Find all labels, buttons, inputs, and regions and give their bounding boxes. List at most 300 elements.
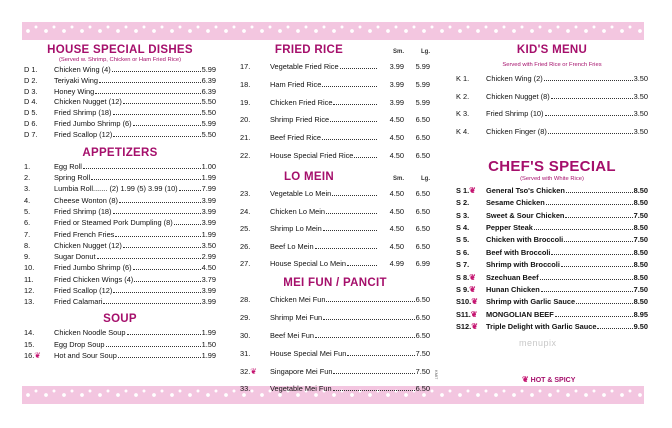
decorative-top-band <box>22 22 644 40</box>
price-small: 4.99 <box>389 259 404 269</box>
menu-item <box>24 162 216 171</box>
item-name: Shrimp Lo Mein <box>270 224 322 234</box>
menu-item <box>240 384 430 393</box>
item-name: General Tso's Chicken <box>486 185 565 195</box>
menu-item <box>456 297 648 306</box>
chefs-special-title: CHEF'S SPECIAL <box>488 157 616 175</box>
item-price: 8.50 <box>633 185 648 195</box>
item-number: 19. <box>240 97 251 107</box>
house-special-title: HOUSE SPECIAL DISHES <box>47 44 193 56</box>
item-number: 14. <box>24 328 35 338</box>
dot-leader <box>566 192 633 193</box>
middle-column <box>240 44 430 402</box>
item-number: 3. <box>24 184 31 194</box>
item-number: S 7. <box>456 260 470 270</box>
kids-menu-subtitle: Served with Fried Rice or French Fries <box>502 62 602 68</box>
menu-item <box>24 351 216 360</box>
item-number: 17. <box>240 62 251 71</box>
price-large: 6.50 <box>415 241 430 251</box>
item-name: Shrimp Fried Rice <box>270 115 330 125</box>
item-price: 3.50 <box>633 109 648 119</box>
dot-leader <box>347 265 377 266</box>
item-name: Honey Wing <box>54 86 95 96</box>
dot-leader <box>134 281 200 282</box>
item-name: House Special Fried Rice <box>270 150 354 160</box>
item-number: 11. <box>24 274 34 284</box>
item-number: 30. <box>240 330 251 340</box>
menu-item <box>456 223 648 232</box>
chili-pepper-icon: ❦ <box>469 185 476 195</box>
price-large: 5.99 <box>415 79 430 89</box>
menu-item <box>456 260 648 269</box>
menu-item <box>456 92 648 101</box>
menu-item <box>240 189 430 198</box>
item-price: 6.50 <box>415 330 430 340</box>
item-price: 5.99 <box>201 118 216 128</box>
menu-item <box>24 76 216 85</box>
mei-fun-title: MEI FUN / PANCIT <box>283 277 387 290</box>
item-price: 3.50 <box>633 74 648 83</box>
price-small: 4.50 <box>389 115 404 125</box>
dot-leader <box>174 224 201 225</box>
item-number: D 4. <box>24 97 38 107</box>
dot-leader <box>323 230 377 231</box>
hot-spicy-label: HOT & SPICY <box>530 377 576 384</box>
dot-leader <box>133 125 201 126</box>
item-name: Singapore Mei Fun <box>270 366 333 376</box>
dot-leader <box>576 303 632 304</box>
dot-leader <box>127 334 201 335</box>
item-price: 8.50 <box>633 247 648 257</box>
item-price: 7.50 <box>633 235 648 245</box>
menu-item <box>240 133 430 142</box>
item-number: S 8.❦ <box>456 272 476 282</box>
dot-leader <box>113 213 201 214</box>
dot-leader <box>118 357 201 358</box>
chefs-special-list <box>456 186 648 331</box>
dot-leader <box>95 93 200 94</box>
chili-pepper-icon: ❦ <box>250 366 257 376</box>
menu-item <box>24 275 216 284</box>
item-name: Hunan Chicken <box>486 284 540 294</box>
dot-leader <box>322 139 377 140</box>
dot-leader <box>551 98 633 99</box>
menu-item <box>240 367 430 376</box>
item-price: 3.99 <box>201 286 216 296</box>
item-price: 5.50 <box>201 129 216 139</box>
soup-title: SOUP <box>103 313 137 326</box>
menu-item <box>456 211 648 220</box>
menu-item <box>240 313 430 322</box>
lo-mein-title: LO MEIN <box>283 170 334 183</box>
item-name: House Special Mei Fun <box>270 348 347 358</box>
item-price: 8.50 <box>633 198 648 208</box>
dot-leader <box>119 202 201 203</box>
item-number: 29. <box>240 313 251 323</box>
dot-leader <box>123 247 201 248</box>
size-large-label: Lg. <box>421 175 430 182</box>
item-name: Beef Fried Rice <box>270 133 321 143</box>
item-name: Chicken Finger (8) <box>486 126 547 136</box>
dot-leader <box>330 121 377 122</box>
menu-item <box>24 297 216 306</box>
item-number: 33. <box>240 384 251 394</box>
item-number: 15. <box>24 339 35 349</box>
soup-list <box>24 328 216 360</box>
dot-leader <box>322 86 377 87</box>
dot-leader <box>333 104 377 105</box>
item-name: Spring Roll <box>54 173 91 183</box>
item-number: 10. <box>24 263 35 273</box>
price-small: 4.50 <box>389 206 404 216</box>
appetizers-title: APPETIZERS <box>82 146 158 159</box>
item-name: Fried French Fries <box>54 229 115 239</box>
item-name: Vegetable Lo Mein <box>270 188 332 198</box>
menu-item <box>240 349 430 358</box>
dot-leader <box>323 319 414 320</box>
item-name: Fried Scallop (12) <box>54 129 113 139</box>
item-name: House Special Lo Mein <box>270 259 347 269</box>
price-small: 4.50 <box>389 150 404 160</box>
dot-leader <box>113 114 201 115</box>
price-large: 5.99 <box>415 97 430 107</box>
item-number: 25. <box>240 224 251 234</box>
price-large: 6.50 <box>415 150 430 160</box>
item-price: 4.50 <box>201 263 216 273</box>
menu-item <box>456 74 648 83</box>
item-number: 23. <box>240 188 251 198</box>
item-number: S 1.❦ <box>456 185 476 195</box>
item-name: Triple Delight with Garlic Sauce <box>486 322 597 332</box>
menu-item <box>24 108 216 117</box>
hot-spicy-legend <box>522 375 575 384</box>
chili-pepper-icon: ❦ <box>471 297 478 307</box>
item-name: Sugar Donut <box>54 252 96 262</box>
item-name: Pepper Steak <box>486 222 533 232</box>
item-price: 9.50 <box>633 322 648 332</box>
menu-item <box>240 295 430 304</box>
dot-leader <box>91 179 200 180</box>
item-price: 1.99 <box>201 328 216 338</box>
dot-leader <box>113 292 200 293</box>
mei-fun-list <box>240 295 430 393</box>
item-price: 8.50 <box>633 222 648 232</box>
dot-leader <box>315 337 415 338</box>
dot-leader <box>106 346 201 347</box>
item-price: 5.99 <box>201 65 216 74</box>
menu-item <box>24 196 216 205</box>
item-number: K 1. <box>456 74 470 83</box>
item-price: 6.50 <box>415 313 430 323</box>
item-number: D 3. <box>24 86 38 96</box>
menu-item <box>240 224 430 233</box>
dot-leader <box>565 217 632 218</box>
price-small: 4.50 <box>389 224 404 234</box>
dot-leader <box>564 241 632 242</box>
dot-leader <box>115 236 200 237</box>
chefs-special-subtitle: (Served with White Rice) <box>520 175 584 182</box>
item-name: Chicken Fried Rice <box>270 97 333 107</box>
menu-item <box>456 127 648 136</box>
item-price: 5.50 <box>201 108 216 118</box>
item-number: S12.❦ <box>456 322 478 332</box>
item-number: D 2. <box>24 75 38 85</box>
price-large: 6.50 <box>415 188 430 198</box>
dot-leader <box>83 168 201 169</box>
dot-leader <box>548 133 633 134</box>
item-price: 3.99 <box>201 206 216 216</box>
dot-leader <box>103 303 200 304</box>
item-number: S 3. <box>456 210 470 220</box>
item-number: S10.❦ <box>456 297 478 307</box>
item-name: Sweet & Sour Chicken <box>486 210 565 220</box>
item-price: 7.50 <box>415 366 430 376</box>
item-number: 31. <box>240 348 251 358</box>
right-column <box>456 44 648 334</box>
dot-leader <box>354 157 377 158</box>
dot-leader <box>541 291 633 292</box>
item-number: S 2. <box>456 198 470 208</box>
item-name: Shrimp with Garlic Sauce <box>486 297 576 307</box>
item-number: S 4. <box>456 222 470 232</box>
dot-leader <box>347 355 414 356</box>
menu-item <box>24 218 216 227</box>
dot-leader <box>97 258 201 259</box>
dot-leader <box>333 390 415 391</box>
item-name: Chicken Mei Fun <box>270 295 326 305</box>
price-small: 4.50 <box>389 133 404 143</box>
item-price: 7.50 <box>633 284 648 294</box>
item-name: Cheese Wonton (8) <box>54 195 118 205</box>
item-name: Chicken Nugget (12) <box>54 97 122 107</box>
menu-item <box>24 173 216 182</box>
menu-item <box>24 207 216 216</box>
item-name: Vegetable Fried Rice <box>270 62 339 71</box>
menu-item <box>456 198 648 207</box>
size-small-label: Sm. <box>392 175 404 182</box>
item-number: 18. <box>240 79 251 89</box>
item-price: 7.50 <box>633 210 648 220</box>
dot-leader <box>545 115 633 116</box>
item-name: Chicken Wing (2) <box>486 74 543 83</box>
item-number: D 7. <box>24 129 38 139</box>
item-number: 2. <box>24 173 31 183</box>
item-name: Fried or Steamed Pork Dumpling (8) <box>54 218 173 228</box>
item-price: 3.50 <box>201 240 216 250</box>
menu-item <box>240 259 430 268</box>
dot-leader <box>332 195 377 196</box>
item-price: 1.99 <box>201 229 216 239</box>
chili-pepper-icon: ❦ <box>469 284 476 294</box>
item-name: Ham Fried Rice <box>270 79 322 89</box>
menu-item <box>456 186 648 195</box>
item-price: 1.99 <box>201 173 216 183</box>
item-number: 6. <box>24 218 31 228</box>
menu-item <box>456 322 648 331</box>
item-number: K 3. <box>456 109 470 119</box>
item-name: Egg Drop Soup <box>54 339 105 349</box>
menu-item <box>24 65 216 74</box>
item-name: Fried Chicken Wings (4) <box>54 274 134 284</box>
item-number: 24. <box>240 206 251 216</box>
price-large: 6.50 <box>415 224 430 234</box>
item-number: 8. <box>24 240 31 250</box>
item-price: 2.99 <box>201 252 216 262</box>
menu-item <box>24 230 216 239</box>
item-price: 6.39 <box>201 75 216 85</box>
item-name: Chicken Nugget (8) <box>486 91 550 101</box>
item-price: 3.99 <box>201 195 216 205</box>
left-column <box>24 44 216 362</box>
dot-leader <box>534 229 633 230</box>
item-name: Egg Roll <box>54 161 82 171</box>
price-large: 6.99 <box>415 259 430 269</box>
item-price: 1.00 <box>201 161 216 171</box>
item-name: Fried Shrimp (18) <box>54 206 112 216</box>
price-small: 4.50 <box>389 241 404 251</box>
price-small: 3.99 <box>389 79 404 89</box>
kids-menu-title: KID'S MENU <box>516 44 588 56</box>
menu-item <box>24 328 216 337</box>
appetizers-list <box>24 162 216 307</box>
item-name: Fried Shrimp (18) <box>54 108 112 118</box>
side-code: KMI7 <box>434 370 439 380</box>
menu-item <box>240 80 430 89</box>
menu-item <box>24 241 216 250</box>
fried-rice-list <box>240 62 430 160</box>
item-name: Chicken with Broccoli <box>486 235 564 245</box>
menu-item <box>24 340 216 349</box>
item-name: Chicken Noodle Soup <box>54 328 126 338</box>
item-name: Szechuan Beef <box>486 272 539 282</box>
item-price: 8.50 <box>633 272 648 282</box>
item-price: 7.50 <box>415 348 430 358</box>
item-number: 21. <box>240 133 251 143</box>
item-number: 13. <box>24 297 35 307</box>
item-number: 12. <box>24 286 35 296</box>
chili-pepper-icon: ❦ <box>471 322 478 332</box>
item-price: 6.39 <box>201 86 216 96</box>
menu-item <box>24 130 216 139</box>
item-price: 3.99 <box>201 218 216 228</box>
price-small: 3.99 <box>389 97 404 107</box>
dot-leader <box>123 103 201 104</box>
fried-rice-size-header <box>378 49 430 55</box>
dot-leader <box>540 279 633 280</box>
item-price: 3.79 <box>201 274 216 284</box>
menu-item <box>240 115 430 124</box>
lo-mein-list <box>240 189 430 268</box>
item-name: Teriyaki Wing <box>54 75 98 85</box>
item-number: K 2. <box>456 91 470 101</box>
menu-item <box>240 62 430 71</box>
fried-rice-title: FRIED RICE <box>274 44 344 56</box>
item-name: Hot and Sour Soup <box>54 350 117 360</box>
item-name: Fried Calamari <box>54 297 103 307</box>
item-name: Fried Jumbo Shrimp (6) <box>54 118 132 128</box>
item-name: Fried Jumbo Shrimp (6) <box>54 263 132 273</box>
price-large: 6.50 <box>415 206 430 216</box>
menu-item <box>456 248 648 257</box>
chili-pepper-icon: ❦ <box>34 350 41 360</box>
price-small: 3.99 <box>389 62 404 71</box>
dot-leader <box>561 266 633 267</box>
item-name: Beef with Broccoli <box>486 247 551 257</box>
chili-pepper-icon: ❦ <box>469 272 476 282</box>
menu-item <box>24 97 216 106</box>
item-number: 20. <box>240 115 251 125</box>
item-number: 5. <box>24 206 31 216</box>
item-number: D 1. <box>24 65 38 74</box>
item-number: 16.❦ <box>24 350 41 360</box>
menu-item <box>240 331 430 340</box>
item-number: S 9.❦ <box>456 284 476 294</box>
item-number: 7. <box>24 229 31 239</box>
item-number: K 4. <box>456 126 470 136</box>
item-number: 4. <box>24 195 31 205</box>
menu-item <box>24 252 216 261</box>
dot-leader <box>133 269 201 270</box>
item-number: S 6. <box>456 247 470 257</box>
menu-item <box>456 109 648 118</box>
item-number: S 5. <box>456 235 470 245</box>
item-number: D 6. <box>24 118 38 128</box>
dot-leader <box>333 373 414 374</box>
dot-leader <box>551 254 632 255</box>
menu-item <box>24 119 216 128</box>
item-name: Beef Lo Mein <box>270 241 314 251</box>
lo-mein-size-header <box>378 176 430 182</box>
item-name: Chicken Lo Mein <box>270 206 326 216</box>
item-number: 1. <box>24 161 31 171</box>
kids-menu-list <box>456 74 648 136</box>
item-price: 1.99 <box>201 350 216 360</box>
item-number: S11.❦ <box>456 309 478 319</box>
price-large: 5.99 <box>415 62 430 71</box>
menu-item <box>240 207 430 216</box>
size-large-label: Lg. <box>421 49 430 55</box>
item-name: Chicken Wing (4) <box>54 65 111 74</box>
item-price: 3.50 <box>633 91 648 101</box>
item-price: 8.50 <box>633 297 648 307</box>
watermark: menupix <box>519 338 557 348</box>
chili-pepper-icon: ❦ <box>522 375 529 384</box>
dot-leader <box>179 190 201 191</box>
item-name: MONGOLIAN BEEF <box>486 309 554 319</box>
price-large: 6.50 <box>415 115 430 125</box>
menu-item <box>240 151 430 160</box>
price-small: 4.50 <box>389 188 404 198</box>
dot-leader <box>544 80 633 81</box>
item-number: 22. <box>240 150 251 160</box>
item-name: Fried Shrimp (10) <box>486 109 544 119</box>
menu-item <box>24 184 216 193</box>
chili-pepper-icon: ❦ <box>470 309 478 319</box>
dot-leader <box>546 204 633 205</box>
item-name: Beef Mei Fun <box>270 330 314 340</box>
dot-leader <box>99 82 201 83</box>
menu-item <box>456 235 648 244</box>
menu-item <box>240 98 430 107</box>
dot-leader <box>315 248 377 249</box>
item-name: Fried Scallop (12) <box>54 286 113 296</box>
item-price: 5.50 <box>201 97 216 107</box>
menu-item <box>24 286 216 295</box>
dot-leader <box>597 328 632 329</box>
item-name: Lumbia Roll....... (2) 1.99 (5) 3.99 (10) <box>54 184 178 194</box>
item-number: 9. <box>24 252 31 262</box>
item-price: 8.50 <box>633 260 648 270</box>
